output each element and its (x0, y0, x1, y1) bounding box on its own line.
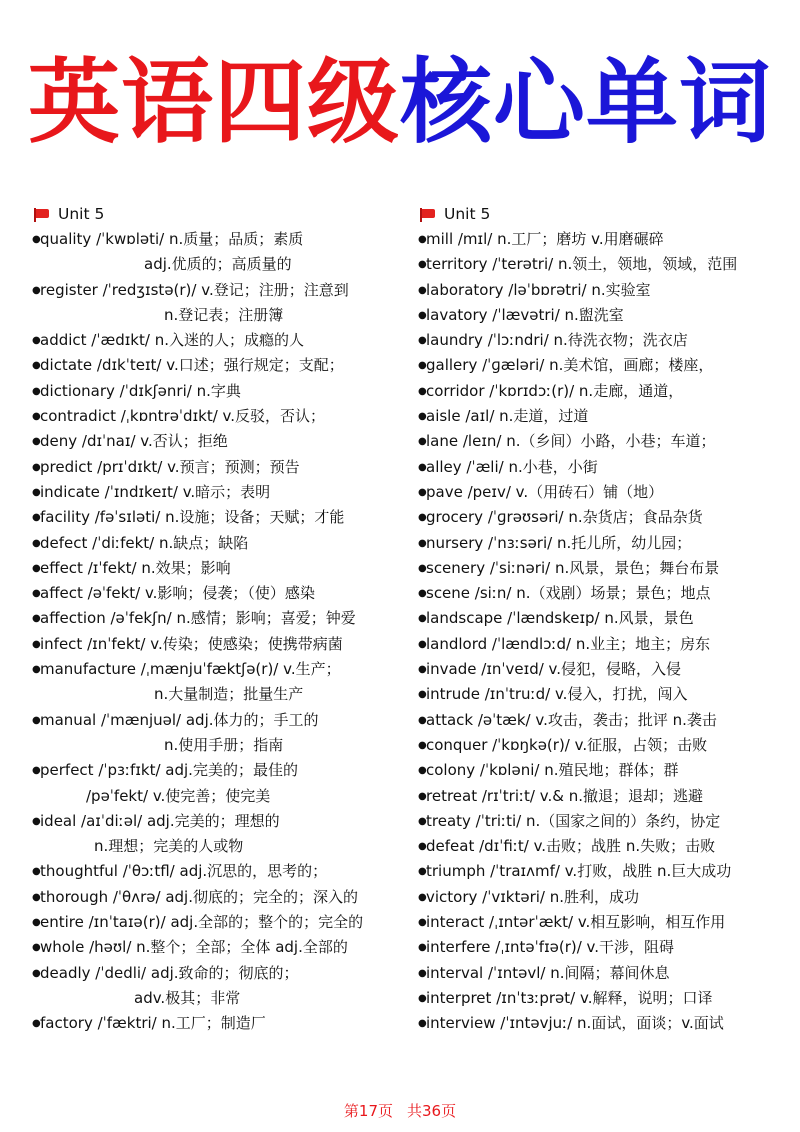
page-number: 第17页 (343, 1102, 393, 1120)
entry-continuation (32, 834, 412, 859)
entry-text: affect /əˈfekt/ v.影响；侵袭；（使）感染 (40, 584, 315, 603)
word-entry (32, 480, 412, 505)
word-entry (32, 809, 412, 834)
word-entry (418, 885, 798, 910)
word-entry (418, 961, 798, 986)
word-entry (32, 758, 412, 783)
entry-text: laboratory /ləˈbɒrətri/ n.实验室 (426, 280, 651, 299)
entry-continuation (32, 682, 412, 707)
bullet-icon: ● (32, 411, 41, 423)
entry-text: corridor /ˈkɒrɪdɔː(r)/ n.走廊，通道， (426, 381, 684, 400)
unit-header (418, 202, 798, 227)
bullet-icon: ● (418, 1018, 427, 1030)
word-entry (418, 278, 798, 303)
bullet-icon: ● (418, 385, 427, 397)
entry-text: retreat /rɪˈtriːt/ v.& n.撤退；退却；逃避 (426, 786, 703, 805)
word-entry (418, 379, 798, 404)
entry-text: thoughtful /ˈθɔːtfl/ adj.沉思的，思考的； (40, 862, 328, 881)
red-flag-icon (420, 208, 436, 222)
word-entry (418, 531, 798, 556)
word-entry (32, 1011, 412, 1036)
entry-text: interview /ˈɪntəvjuː/ n.面试，面谈；v.面试 (426, 1014, 724, 1033)
bullet-icon: ● (418, 284, 427, 296)
entry-continuation (32, 252, 412, 277)
entry-text: lavatory /ˈlævətri/ n.盥洗室 (426, 305, 624, 324)
word-entry (32, 935, 412, 960)
bullet-icon: ● (32, 284, 41, 296)
word-entry (418, 809, 798, 834)
bullet-icon: ● (418, 967, 427, 979)
word-entry (418, 505, 798, 530)
entry-text: gallery /ˈɡæləri/ n.美术馆，画廊；楼座， (426, 356, 714, 375)
entry-text: defeat /dɪˈfiːt/ v.击败；战胜 n.失败；击败 (426, 837, 716, 856)
bullet-icon: ● (418, 765, 427, 777)
unit-label: Unit 5 (444, 205, 491, 223)
bullet-icon: ● (418, 613, 427, 625)
red-flag-icon (34, 208, 50, 222)
word-entry (32, 556, 412, 581)
bullet-icon: ● (32, 866, 41, 878)
entry-text: infect /ɪnˈfekt/ v.传染；使感染；使携带病菌 (40, 634, 343, 653)
word-entry (418, 632, 798, 657)
entry-text: lane /leɪn/ n.（乡间）小路，小巷；车道； (426, 432, 716, 451)
title-part-red: 英语四级 (27, 49, 400, 156)
entry-text: deadly /ˈdedli/ adj.致命的；彻底的； (40, 963, 299, 982)
bullet-icon: ● (418, 537, 427, 549)
bullet-icon: ● (418, 790, 427, 802)
bullet-icon: ● (418, 739, 427, 751)
entry-text: nursery /ˈnɜːsəri/ n.托儿所，幼儿园； (426, 533, 692, 552)
entry-text: manufacture /ˌmænjuˈfæktʃə(r)/ v.生产； (40, 660, 341, 679)
entry-text: factory /ˈfæktri/ n.工厂；制造厂 (40, 1014, 266, 1033)
entry-text: affection /əˈfekʃn/ n.感情；影响；喜爱；钟爱 (40, 609, 356, 628)
bullet-icon: ● (418, 917, 427, 929)
left-column (32, 202, 412, 1037)
word-entry (32, 708, 412, 733)
entry-text: victory /ˈvɪktəri/ n.胜利，成功 (426, 887, 640, 906)
entry-text: interpret /ɪnˈtɜːprət/ v.解释，说明；口译 (426, 988, 713, 1007)
bullet-icon: ● (418, 486, 427, 498)
bullet-icon: ● (32, 360, 41, 372)
bullet-icon: ● (32, 638, 41, 650)
bullet-icon: ● (32, 335, 41, 347)
entry-text: adj.优质的；高质量的 (144, 255, 292, 274)
bullet-icon: ● (418, 512, 427, 524)
word-entry (418, 910, 798, 935)
entry-text: deny /dɪˈnaɪ/ v.否认；拒绝 (40, 432, 228, 451)
entry-text: facility /fəˈsɪləti/ n.设施；设备；天赋；才能 (40, 508, 345, 527)
bullet-icon: ● (32, 486, 41, 498)
bullet-icon: ● (418, 992, 427, 1004)
entry-text: scene /siːn/ n.（戏剧）场景；景色；地点 (426, 584, 711, 603)
entry-text: attack /əˈtæk/ v.攻击，袭击；批评 n.袭击 (426, 710, 717, 729)
word-list (418, 227, 798, 1037)
entry-text: ideal /aɪˈdiːəl/ adj.完美的；理想的 (40, 811, 280, 830)
entry-text: thorough /ˈθʌrə/ adj.彻底的；完全的；深入的 (40, 887, 358, 906)
word-entry (32, 455, 412, 480)
entry-text: territory /ˈterətri/ n.领土，领地，领域，范围 (426, 255, 738, 274)
bullet-icon: ● (32, 714, 41, 726)
word-list (32, 227, 412, 1037)
bullet-icon: ● (418, 942, 427, 954)
bullet-icon: ● (418, 234, 427, 245)
entry-continuation (32, 784, 412, 809)
entry-text: addict /ˈædɪkt/ n.入迷的人；成瘾的人 (40, 331, 304, 350)
bullet-icon: ● (32, 562, 41, 574)
entry-text: interact /ˌɪntərˈækt/ v.相互影响，相互作用 (426, 913, 726, 932)
bullet-icon: ● (32, 436, 41, 448)
bullet-icon: ● (32, 815, 41, 827)
bullet-icon: ● (32, 967, 41, 979)
bullet-icon: ● (32, 512, 41, 524)
word-entry (418, 758, 798, 783)
word-entry (32, 632, 412, 657)
bullet-icon: ● (32, 234, 41, 245)
word-entry (32, 581, 412, 606)
bullet-icon: ● (418, 866, 427, 878)
word-entry (418, 581, 798, 606)
entry-text: whole /həʊl/ n.整个；全部；全体 adj.全部的 (40, 938, 348, 957)
word-entry (418, 227, 798, 252)
entry-text: predict /prɪˈdɪkt/ v.预言；预测；预告 (40, 457, 300, 476)
entry-text: conquer /ˈkɒŋkə(r)/ v.征服，占领；击败 (426, 735, 708, 754)
entry-text: landscape /ˈlændskeɪp/ n.风景，景色 (426, 609, 694, 628)
bullet-icon: ● (418, 309, 427, 321)
word-entry (32, 531, 412, 556)
word-entry (418, 303, 798, 328)
word-entry (418, 480, 798, 505)
word-entry (418, 834, 798, 859)
bullet-icon: ● (418, 815, 427, 827)
entry-text: alley /ˈæli/ n.小巷，小街 (426, 457, 598, 476)
bullet-icon: ● (418, 714, 427, 726)
word-entry (418, 1011, 798, 1036)
entry-text: triumph /ˈtraɪʌmf/ v.打败，战胜 n.巨大成功 (426, 862, 732, 881)
page-footer (0, 1100, 800, 1121)
word-entry (418, 657, 798, 682)
entry-text: pave /peɪv/ v.（用砖石）铺（地） (426, 482, 664, 501)
bullet-icon: ● (32, 765, 41, 777)
bullet-icon: ● (32, 891, 41, 903)
entry-text: perfect /ˈpɜːfɪkt/ adj.完美的；最佳的 (40, 761, 298, 780)
word-entry (418, 986, 798, 1011)
entry-text: defect /ˈdiːfekt/ n.缺点；缺陷 (40, 533, 249, 552)
word-entry (32, 505, 412, 530)
entry-text: invade /ɪnˈveɪd/ v.侵犯，侵略，入侵 (426, 660, 682, 679)
word-entry (418, 353, 798, 378)
bullet-icon: ● (32, 385, 41, 397)
bullet-icon: ● (32, 664, 41, 676)
entry-text: treaty /ˈtriːti/ n.（国家之间的）条约，协定 (426, 811, 721, 830)
entry-text: dictate /dɪkˈteɪt/ v.口述；强行规定；支配； (40, 356, 344, 375)
title-part-blue: 核心单词 (400, 49, 773, 156)
entry-continuation (32, 733, 412, 758)
entry-text: n.使用手册；指南 (164, 735, 284, 754)
bullet-icon: ● (32, 1018, 41, 1030)
entry-text: scenery /ˈsiːnəri/ n.风景，景色；舞台布景 (426, 558, 720, 577)
entry-text: n.登记表；注册簿 (164, 305, 284, 324)
entry-text: indicate /ˈɪndɪkeɪt/ v.暗示；表明 (40, 482, 271, 501)
bullet-icon: ● (418, 689, 427, 701)
bullet-icon: ● (418, 436, 427, 448)
page-title (0, 48, 800, 158)
entry-text: adv.极其；非常 (134, 988, 241, 1007)
word-entry (418, 404, 798, 429)
entry-text: dictionary /ˈdɪkʃənri/ n.字典 (40, 381, 241, 400)
word-entry (32, 379, 412, 404)
bullet-icon: ● (418, 411, 427, 423)
word-entry (32, 859, 412, 884)
bullet-icon: ● (32, 588, 41, 600)
bullet-icon: ● (418, 335, 427, 347)
entry-text: manual /ˈmænjuəl/ adj.体力的；手工的 (40, 710, 319, 729)
word-entry (32, 885, 412, 910)
unit-label: Unit 5 (58, 205, 105, 223)
word-entry (32, 227, 412, 252)
word-entry (418, 682, 798, 707)
word-entry (32, 278, 412, 303)
word-entry (418, 328, 798, 353)
bullet-icon: ● (32, 917, 41, 929)
word-entry (32, 429, 412, 454)
bullet-icon: ● (418, 461, 427, 473)
word-entry (418, 252, 798, 277)
word-entry (32, 606, 412, 631)
entry-text: /pəˈfekt/ v.使完善；使完美 (86, 786, 271, 805)
entry-text: effect /ɪˈfekt/ n.效果；影响 (40, 558, 231, 577)
entry-text: interfere /ˌɪntəˈfɪə(r)/ v.干涉，阻碍 (426, 938, 675, 957)
bullet-icon: ● (418, 360, 427, 372)
bullet-icon: ● (32, 537, 41, 549)
right-column (418, 202, 798, 1037)
word-entry (32, 910, 412, 935)
entry-text: register /ˈredʒɪstə(r)/ v.登记；注册；注意到 (40, 280, 349, 299)
entry-text: interval /ˈɪntəvl/ n.间隔；幕间休息 (426, 963, 670, 982)
total-pages: 共36页 (407, 1102, 457, 1120)
bullet-icon: ● (32, 461, 41, 473)
entry-text: laundry /ˈlɔːndri/ n.待洗衣物；洗衣店 (426, 331, 688, 350)
word-entry (418, 556, 798, 581)
entry-text: n.理想；完美的人或物 (94, 837, 244, 856)
bullet-icon: ● (418, 638, 427, 650)
entry-text: entire /ɪnˈtaɪə(r)/ adj.全部的；整个的；完全的 (40, 913, 364, 932)
word-entry (32, 328, 412, 353)
bullet-icon: ● (418, 841, 427, 853)
bullet-icon: ● (418, 259, 427, 271)
word-entry (32, 404, 412, 429)
bullet-icon: ● (32, 942, 41, 954)
entry-text: n.大量制造；批量生产 (154, 685, 304, 704)
word-entry (418, 429, 798, 454)
word-entry (32, 353, 412, 378)
entry-continuation (32, 986, 412, 1011)
bullet-icon: ● (418, 664, 427, 676)
entry-text: contradict /ˌkɒntrəˈdɪkt/ v.反驳，否认； (40, 407, 326, 426)
word-entry (418, 606, 798, 631)
word-entry (32, 961, 412, 986)
word-entry (418, 859, 798, 884)
word-entry (418, 733, 798, 758)
word-entry (418, 935, 798, 960)
word-entry (32, 657, 412, 682)
entry-text: mill /mɪl/ n.工厂；磨坊 v.用磨碾碎 (426, 230, 664, 248)
bullet-icon: ● (418, 891, 427, 903)
unit-header (32, 202, 412, 227)
word-entry (418, 708, 798, 733)
word-entry (418, 784, 798, 809)
entry-text: aisle /aɪl/ n.走道，过道 (426, 407, 589, 426)
bullet-icon: ● (418, 588, 427, 600)
bullet-icon: ● (32, 613, 41, 625)
entry-text: grocery /ˈɡrəʊsəri/ n.杂货店；食品杂货 (426, 508, 703, 527)
word-entry (418, 455, 798, 480)
bullet-icon: ● (418, 562, 427, 574)
entry-text: quality /ˈkwɒləti/ n.质量；品质；素质 (40, 230, 304, 248)
entry-text: intrude /ɪnˈtruːd/ v.侵入，打扰，闯入 (426, 685, 688, 704)
entry-text: landlord /ˈlændlɔːd/ n.业主；地主；房东 (426, 634, 711, 653)
entry-text: colony /ˈkɒləni/ n.殖民地；群体；群 (426, 761, 679, 780)
entry-continuation (32, 303, 412, 328)
